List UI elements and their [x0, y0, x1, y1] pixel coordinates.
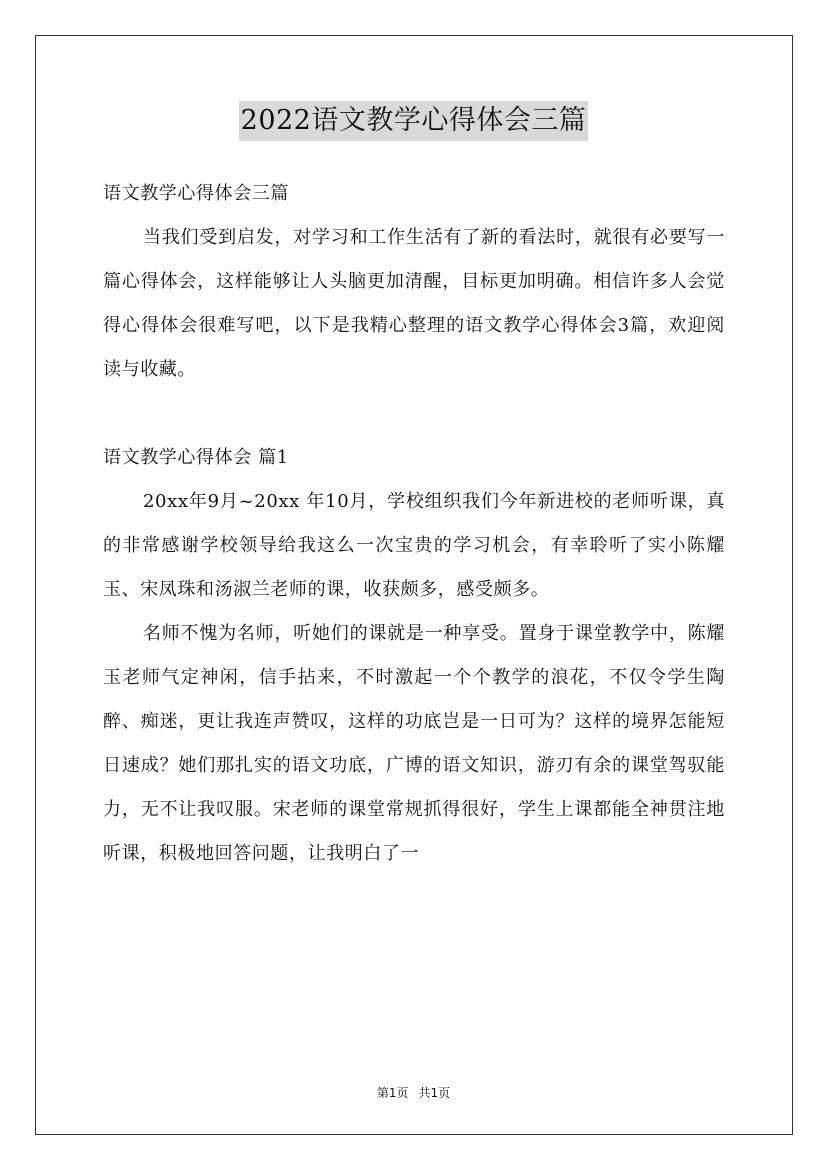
- body-paragraph: 名师不愧为名师，听她们的课就是一种享受。置身于课堂教学中，陈耀玉老师气定神闲，信手拈来，不时激起一个个教学的浪花，不仅令学生陶醉、痴迷，更让我连声赞叹，这样的功底岂是一日可为？这样的境界怎能短日速成？她们那扎实的语文功底，广博的语文知识，游刃有余的课堂驾驭能力，无不让我叹服。宋老师的课堂常规抓得很好，学生上课都能全神贯注地听课，积极地回答问题，让我明白了一: [103, 623, 725, 864]
- document-body: [103, 172, 725, 876]
- title-container: [0, 101, 827, 141]
- page-total: 共1页: [418, 1086, 451, 1100]
- intro-paragraph: 当我们受到启发，对学习和工作生活有了新的看法时，就很有必要写一篇心得体会，这样能够让人头脑更加清醒，目标更加明确。相信许多人会觉得心得体会很难写吧，以下是我精心整理的语文教学心得体会3篇，欢迎阅读与收藏。: [103, 227, 725, 380]
- body-paragraph: 20xx年9月~20xx 年10月，学校组织我们今年新进校的老师听课，真的非常感谢学校领导给我这么一次宝贵的学习机会，有幸聆听了实小陈耀玉、宋凤珠和汤淑兰老师的课，收获颇多，感受颇多。: [103, 491, 725, 600]
- section-heading: 语文教学心得体会 篇1: [103, 447, 289, 468]
- page-footer: [0, 1084, 827, 1102]
- document-title: 2022语文教学心得体会三篇: [239, 101, 589, 141]
- page-number: 第1页: [376, 1086, 409, 1100]
- document-subtitle: 语文教学心得体会三篇: [103, 183, 289, 204]
